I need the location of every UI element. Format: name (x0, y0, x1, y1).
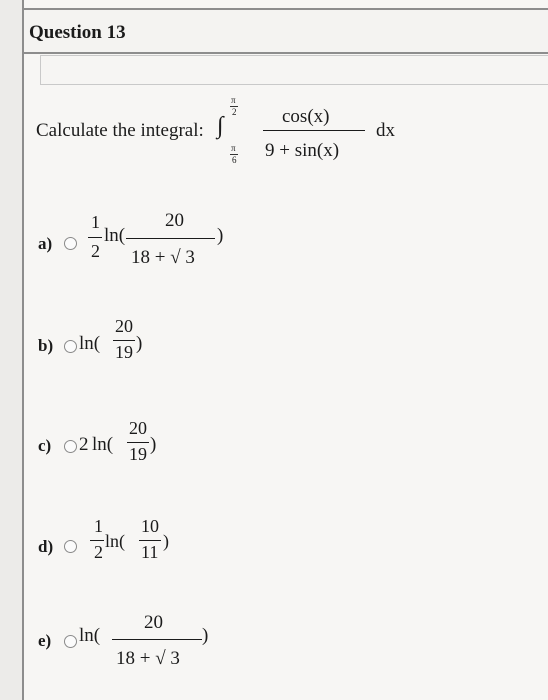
option-a-radio[interactable] (64, 237, 77, 250)
option-d-radio[interactable] (64, 540, 77, 553)
option-d-denominator: 11 (141, 542, 159, 562)
option-a-letter: a) (38, 234, 53, 253)
option-e-fraction-bar (112, 639, 202, 640)
option-e-close: ) (202, 625, 209, 646)
option-a-coef-bar (88, 237, 102, 238)
option-a-coef-num: 1 (91, 212, 100, 232)
question-info-box (40, 55, 548, 85)
option-d-letter: d) (38, 537, 54, 556)
option-c-coefficient: 2 (79, 434, 89, 455)
integrand-denominator: 9 + sin(x) (265, 140, 340, 161)
option-d-close: ) (163, 531, 169, 551)
option-c-function: ln( (92, 434, 114, 455)
question-title: Question 13 (29, 22, 126, 43)
option-c-radio[interactable] (64, 440, 77, 453)
option-b-close: ) (136, 333, 143, 354)
option-d-coef-den: 2 (94, 542, 103, 562)
option-e-denominator: 18 + √ 3 (116, 648, 180, 669)
option-c-letter: c) (38, 436, 52, 455)
upper-limit-numerator: π (231, 95, 236, 105)
option-a-coef-den: 2 (91, 241, 100, 261)
question-header (24, 8, 548, 54)
option-c-close: ) (150, 434, 157, 455)
option-b-letter: b) (38, 336, 54, 355)
option-d-function: ln( (105, 531, 125, 551)
option-b-function: ln( (79, 333, 101, 354)
option-d-coef-num: 1 (94, 516, 103, 536)
option-b-numerator: 20 (115, 316, 133, 336)
option-a-numerator: 20 (165, 210, 184, 231)
option-e-numerator: 20 (144, 612, 163, 633)
option-a-close: ) (217, 225, 224, 246)
integrand-numerator: cos(x) (282, 106, 330, 127)
option-e-radio[interactable] (64, 635, 77, 648)
lower-limit-numerator: π (231, 143, 236, 153)
option-d-coef-bar (90, 540, 104, 541)
differential: dx (376, 120, 395, 141)
option-b-denominator: 19 (115, 342, 133, 362)
option-c-fraction-bar (127, 442, 149, 443)
option-c-numerator: 20 (129, 418, 147, 438)
option-a-denominator: 18 + √ 3 (131, 247, 195, 268)
integral-sign: ∫ (217, 113, 224, 139)
option-a-function: ln( (104, 225, 126, 246)
option-b-fraction-bar (113, 340, 135, 341)
option-b-radio[interactable] (64, 340, 77, 353)
option-d-fraction-bar (139, 540, 161, 541)
question-panel (22, 0, 548, 700)
lower-limit-denominator: 6 (232, 155, 237, 165)
question-prompt: Calculate the integral: (36, 120, 204, 141)
upper-limit-denominator: 2 (232, 107, 237, 117)
integrand-fraction-bar (263, 130, 365, 131)
option-c-denominator: 19 (129, 444, 147, 464)
option-a-fraction-bar (126, 238, 215, 239)
option-e-letter: e) (38, 631, 52, 650)
option-e-function: ln( (79, 625, 101, 646)
option-d-numerator: 10 (141, 516, 159, 536)
